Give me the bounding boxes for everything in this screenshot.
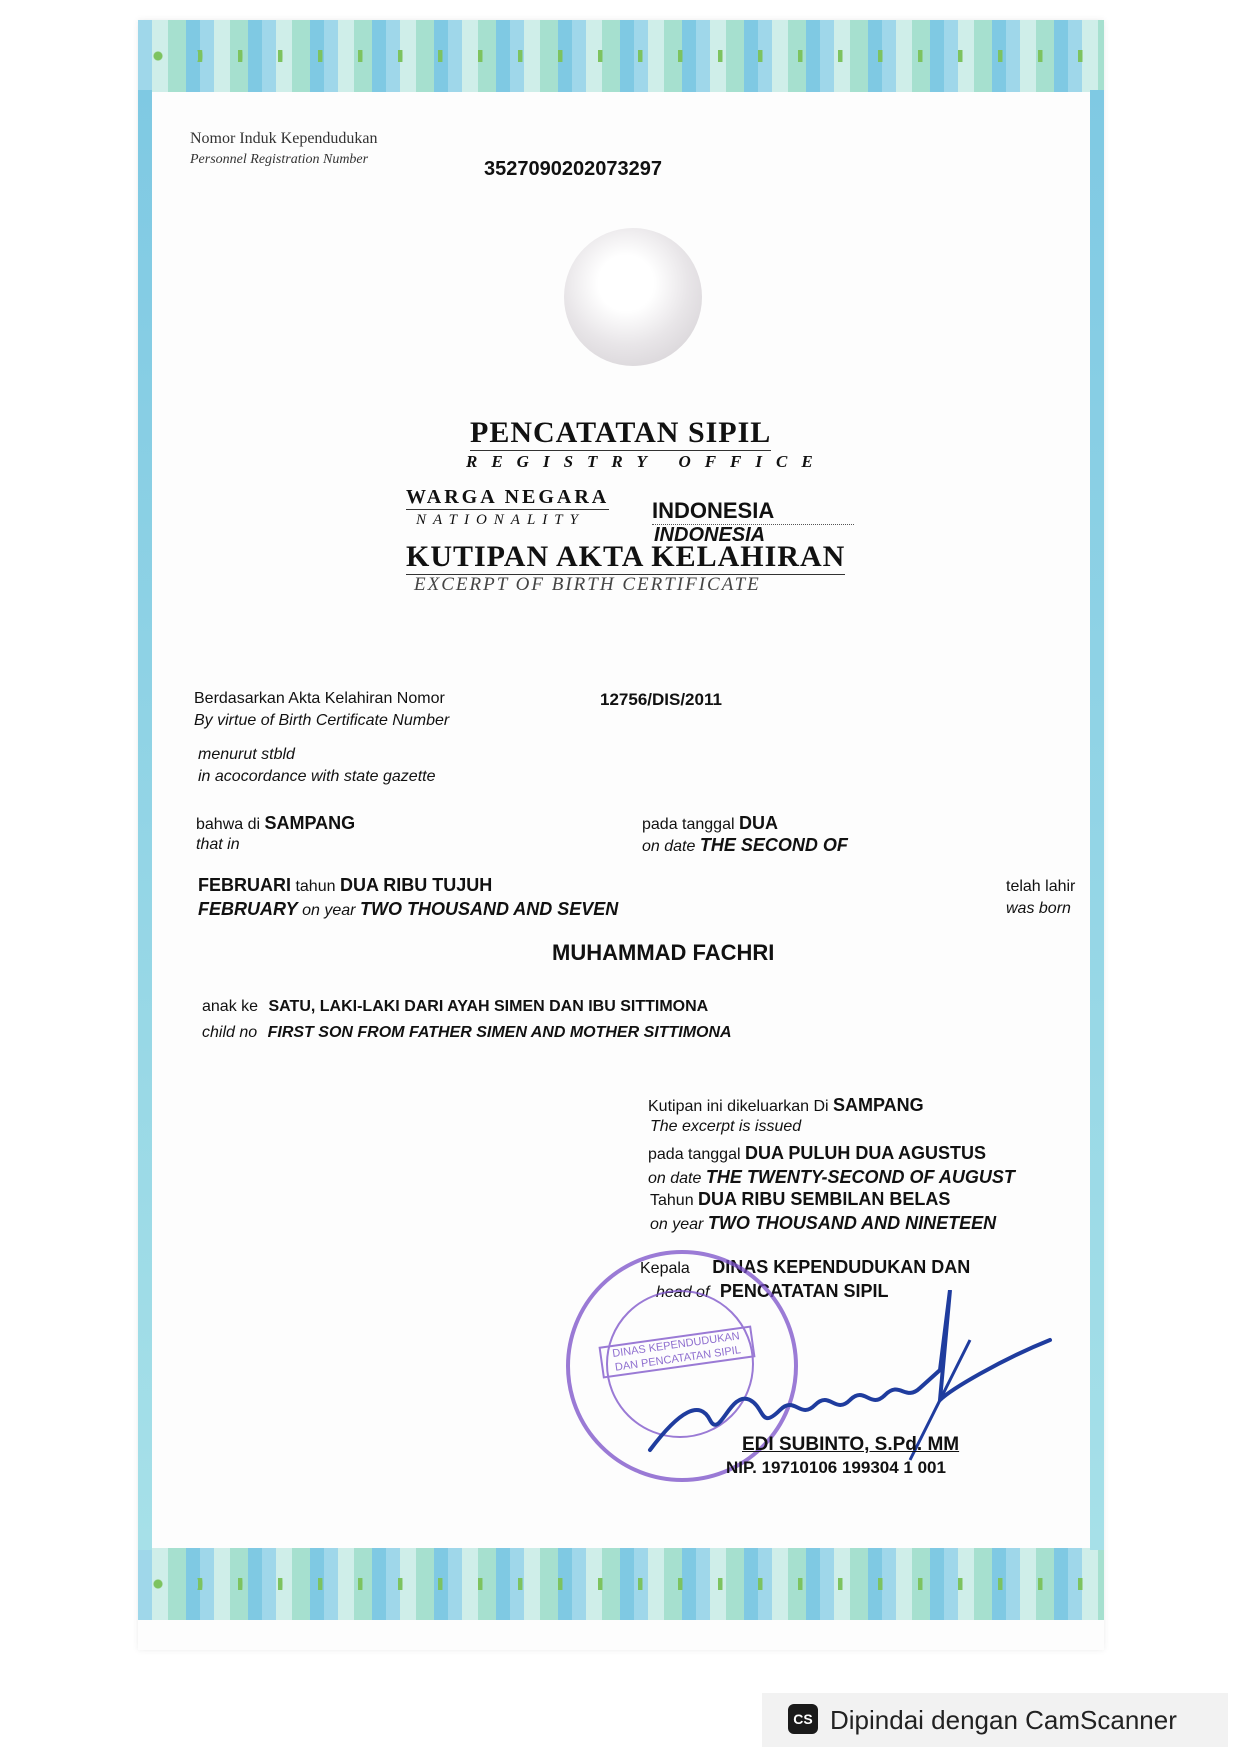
issued-place: SAMPANG	[833, 1095, 924, 1115]
issued-place-line	[648, 1094, 924, 1118]
birth-month-year-line-en	[198, 898, 618, 922]
birth-day-en: THE SECOND OF	[699, 835, 848, 855]
birth-day-line	[642, 812, 778, 836]
birth-month: FEBRUARI	[198, 875, 291, 895]
place-prefix: bahwa di	[196, 816, 261, 833]
child-label-en: child no	[202, 1024, 258, 1041]
camscanner-logo-icon: CS	[788, 1704, 818, 1734]
child-name: MUHAMMAD FACHRI	[552, 940, 775, 965]
head-office-name-2: PENCATATAN SIPIL	[719, 1281, 889, 1301]
decorative-border-bottom	[138, 1548, 1104, 1620]
year-prefix-en: on year	[302, 902, 356, 919]
birth-year: DUA RIBU TUJUH	[339, 875, 493, 895]
cert-number-label-en: By virtue of Birth Certificate Number	[194, 712, 450, 729]
issued-year: DUA RIBU SEMBILAN BELAS	[698, 1189, 951, 1209]
birth-year-en: TWO THOUSAND AND SEVEN	[359, 899, 619, 919]
cert-number: 12756/DIS/2011	[600, 690, 722, 709]
nationality-value-en: INDONESIA	[654, 524, 766, 546]
cert-number-label: Berdasarkan Akta Kelahiran Nomor	[194, 690, 445, 707]
head-prefix: Kepala	[640, 1260, 690, 1277]
camscanner-text: Dipindai dengan CamScanner	[830, 1705, 1177, 1735]
document-title-en: EXCERPT OF BIRTH CERTIFICATE	[414, 574, 761, 595]
issued-date: DUA PULUH DUA AGUSTUS	[744, 1143, 986, 1163]
year-prefix: tahun	[295, 878, 336, 895]
child-detail: SATU, LAKI-LAKI DARI AYAH SIMEN DAN IBU SITTIMONA	[268, 998, 709, 1015]
issued-date-prefix: pada tanggal	[648, 1146, 741, 1163]
stamp-center-text: DINAS KEPENDUDUKAN DAN PENCATATAN SIPIL	[599, 1325, 756, 1378]
issued-date-en: THE TWENTY-SECOND OF AUGUST	[705, 1167, 1015, 1187]
issued-year-en: TWO THOUSAND AND NINETEEN	[707, 1213, 997, 1233]
date-prefix-en: on date	[642, 838, 696, 855]
issued-prefix: Kutipan ini dikeluarkan Di	[648, 1098, 829, 1115]
child-line-en	[202, 1022, 732, 1044]
birth-month-en: FEBRUARY	[198, 899, 298, 919]
place-prefix-en: that in	[196, 836, 240, 853]
born-label-en: was born	[1006, 900, 1071, 917]
office-title: PENCATATAN SIPIL	[470, 416, 772, 449]
child-label: anak ke	[202, 998, 259, 1015]
head-prefix-en: head of	[656, 1284, 710, 1301]
child-line	[202, 996, 708, 1018]
date-prefix: pada tanggal	[642, 816, 735, 833]
birth-month-year-line	[198, 874, 492, 898]
nationality-label: WARGA NEGARA	[406, 486, 610, 508]
registration-label-id: Nomor Induk Kependudukan	[190, 130, 378, 147]
gazette-label: menurut stbld	[198, 746, 295, 763]
head-office-name-1: DINAS KEPENDUDUKAN DAN	[712, 1257, 971, 1277]
registration-number: 3527090202073297	[484, 158, 662, 180]
born-label: telah lahir	[1006, 878, 1076, 895]
birth-day-line-en	[642, 834, 848, 858]
issued-date-prefix-en: on date	[648, 1170, 702, 1187]
issued-en: The excerpt is issued	[650, 1118, 802, 1135]
decorative-border-left	[138, 90, 152, 1550]
official-name: EDI SUBINTO, S.Pd. MM	[742, 1434, 960, 1455]
birth-day: DUA	[738, 813, 778, 833]
child-detail-en: FIRST SON FROM FATHER SIMEN AND MOTHER SITTIMONA	[267, 1024, 732, 1041]
garuda-emblem-icon	[564, 228, 702, 366]
document-title: KUTIPAN AKTA KELAHIRAN	[406, 540, 846, 573]
issued-year-line-en	[650, 1212, 996, 1236]
issued-year-prefix: Tahun	[650, 1192, 694, 1209]
office-title-en: REGISTRY OFFICE	[466, 452, 827, 471]
nationality-value: INDONESIA	[652, 498, 854, 525]
decorative-border-top	[138, 20, 1104, 92]
issued-date-line	[648, 1142, 986, 1166]
issued-date-line-en	[648, 1166, 1015, 1190]
camscanner-badge	[762, 1693, 1228, 1747]
issued-year-line	[650, 1188, 950, 1212]
birth-place-line	[196, 812, 355, 836]
birth-place: SAMPANG	[264, 813, 356, 833]
nationality-label-en: NATIONALITY	[416, 512, 585, 528]
issued-year-prefix-en: on year	[650, 1216, 704, 1233]
decorative-border-right	[1090, 90, 1104, 1550]
official-nip: NIP. 19710106 199304 1 001	[726, 1458, 946, 1477]
registration-label-en: Personnel Registration Number	[190, 152, 369, 167]
gazette-label-en: in acocordance with state gazette	[198, 768, 436, 785]
